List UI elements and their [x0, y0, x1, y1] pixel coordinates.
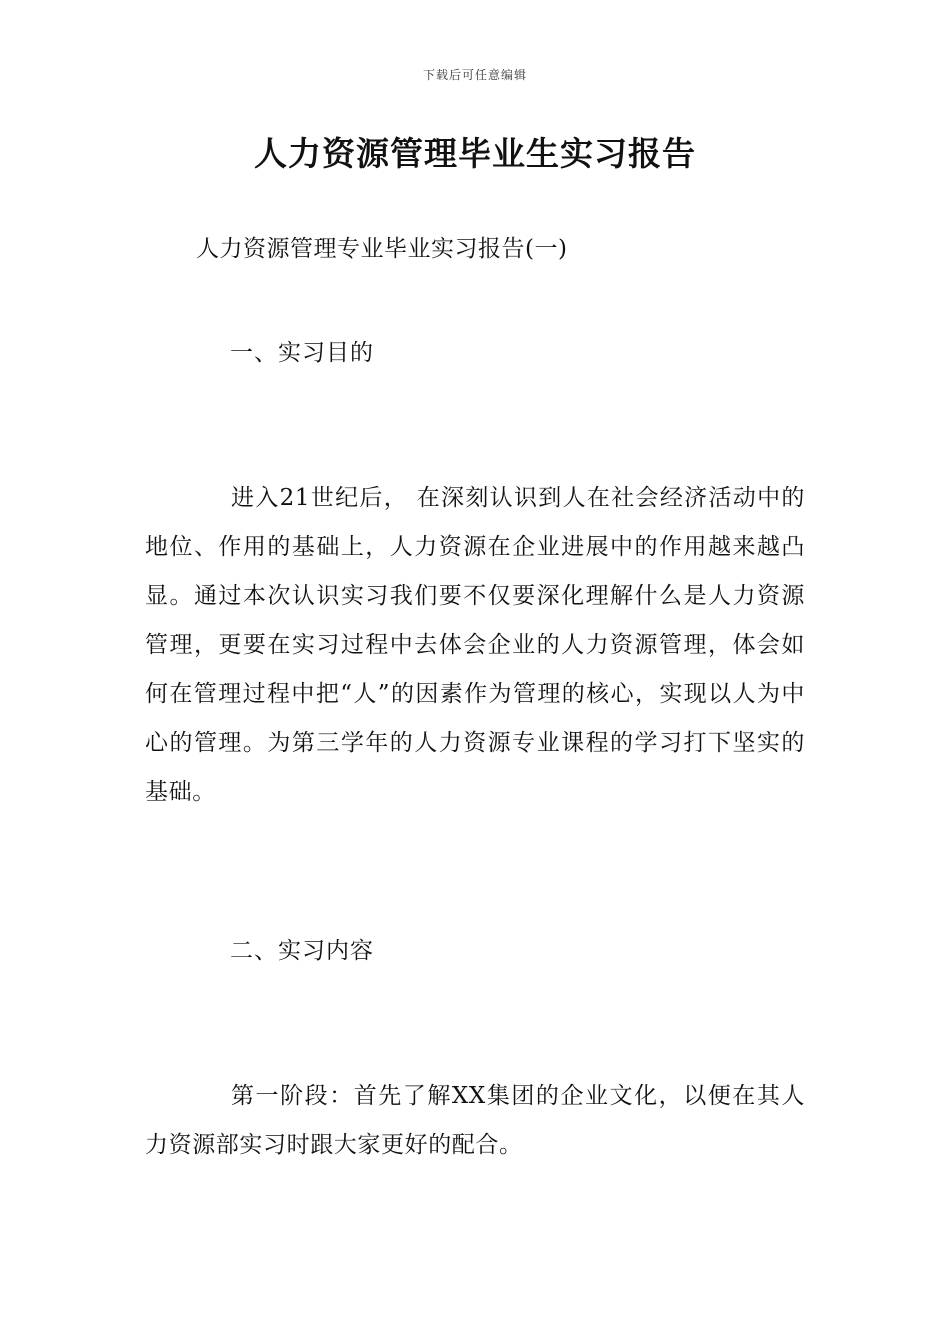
- header-note: 下载后可任意编辑: [422, 68, 527, 82]
- section-paragraph-content: 第一阶段：首先了解XX集团的企业文化，以便在其人力资源部实习时跟大家更好的配合。: [145, 1083, 805, 1158]
- section-paragraph-purpose: 进入21世纪后， 在深刻认识到人在社会经济活动中的地位、作用的基础上，人力资源在企业进展中的作用越来越凸显。通过本次认识实习我们要不仅要深化理解什么是人力资源管理，更要在实习过程中去体会企业的人力资源管理，体会如何在管理过程中把“人”的因素作为管理的核心，实现以人为中心的管理。为第三学年的人力资源专业课程的学习打下坚实的基础。: [145, 485, 805, 805]
- section-heading-purpose: 一、实习目的: [230, 340, 374, 366]
- document-subtitle: 人力资源管理专业毕业实习报告(一): [196, 236, 568, 262]
- document-title: 人力资源管理毕业生实习报告: [254, 134, 696, 173]
- section-heading-content: 二、实习内容: [230, 938, 374, 964]
